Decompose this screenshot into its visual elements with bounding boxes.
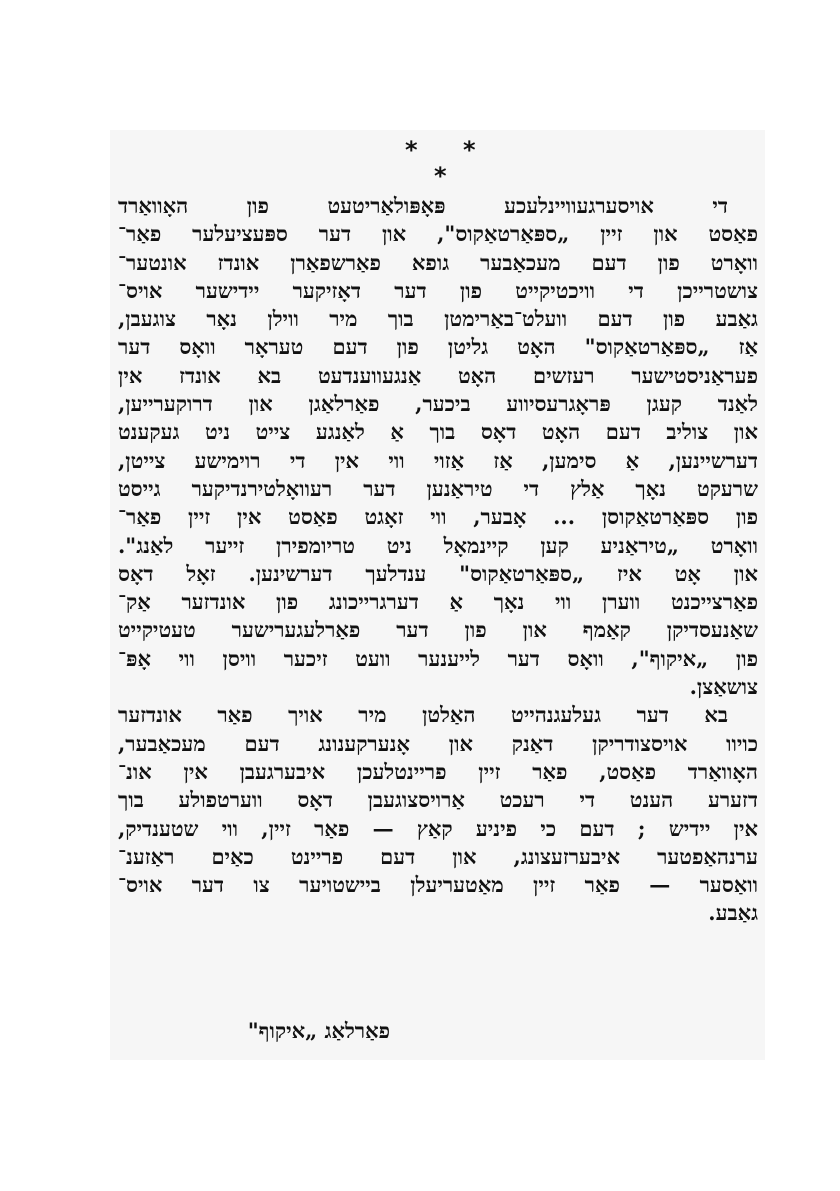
text-line: און צוליב דעם האָט דאָס בוך אַ לאַנגע צייט ניט געקענט: [118, 419, 758, 445]
text-line: כויוו אויסצודריקן דאַנק און אָנערקענונג דעם מעכאַבער,: [118, 730, 758, 756]
text-line: האָוואַרד פאַסט, פאַר זיין פריינטלעכן איבערגעבן אין אונ־: [118, 758, 758, 784]
text-line: און אָט איז „ספּאַרטאַקוס" ענדלעך דערשינען. זאָל דאָס: [118, 560, 758, 586]
text-line: בא דער געלעגנהייט האַלטן מיר אויך פאַר אונדזער: [118, 702, 728, 728]
text-line: וואַסער — פאַר זיין מאַטעריעלן ביישטויער צו דער אויס־: [118, 872, 758, 898]
text-line: דזערע הענט די רעכט אַרויסצוגעבן דאָס ווערטפולע בוך: [118, 787, 758, 813]
text-line: גאַבע פון דעם וועלט־באַרימטן בוך מיר ווילן נאָר צוגעבן,: [118, 306, 758, 332]
text-line: גאַבע.: [708, 900, 758, 926]
text-line: אין יידיש ; דעם כי פיניע קאַץ — פאַר זיין, ווי שטענדיק,: [118, 815, 758, 841]
text-line: אַז „ספּאַרטאַקוס" האָט גליטן פון דעם טעראָר וואָס דער: [118, 334, 758, 360]
text-line: צושאַצן.: [689, 674, 758, 700]
text-line: לאַנד קעגן פּראָגרעסיווע ביכער, פאַרלאַגן און דרוקערייען,: [118, 391, 758, 417]
text-line: די אויסערגעוויינלעכע פּאָפּולאַריטעט פון האָוואַרד: [118, 193, 728, 218]
text-line: דערשיינען, אַ סימען, אַז אַזוי ווי אין די רוימישע צייטן,: [118, 447, 758, 473]
paragraph-2: [118, 701, 758, 927]
text-line: פעראַניסטישער רעזשים האָט אַנגעווענדעט בא אונדז אין: [118, 362, 758, 388]
text-line: שרעקט נאָך אַלץ די טיראַנען דער רעוואָלטירנדיקער גייסט: [118, 475, 758, 501]
text-line: פון ספּאַרטאַקוסן ... אָבער, ווי זאָגט פאַסט אין זיין פאַר־: [118, 504, 758, 530]
section-ornament: [0, 138, 840, 188]
paragraph-1: [118, 192, 758, 701]
ornament-star: *: [463, 136, 476, 164]
ornament-star: *: [434, 162, 447, 190]
text-line: צושטרייכן די וויכטיקייט פון דער דאָזיקער יידישער אויס־: [118, 277, 758, 303]
publisher-signature: פאַרלאַג „איקוף": [247, 1018, 390, 1043]
text-line: ערנהאַפטער איבערזעצונג, און דעם פריינט כאַים ראַזענ־: [118, 843, 758, 869]
text-line: פאַסט און זיין „ספּאַרטאַקוס", און דער ספּעציעלער פאַר־: [118, 221, 758, 247]
text-line: וואָרט פון דעם מעכאַבער גופא פאַרשפאַרן אונדז אונטער־: [118, 249, 758, 275]
text-line: פאַרצייכנט ווערן ווי נאָך אַ דערגרייכונג פון אונדזער אַק־: [118, 589, 758, 615]
text-line: וואָרט „טיראַניע קען קיינמאָל ניט טריומפירן זייער לאַנג".: [118, 532, 758, 558]
text-line: שאַנעסדיקן קאַמף און פון דער פאַרלעגערישער טעטיקייט: [118, 617, 758, 643]
body-text: [118, 192, 758, 928]
ornament-star: *: [405, 136, 418, 164]
text-line: פון „איקוף", וואָס דער לייענער וועט זיכער וויסן ווי אָפּ־: [118, 645, 758, 671]
